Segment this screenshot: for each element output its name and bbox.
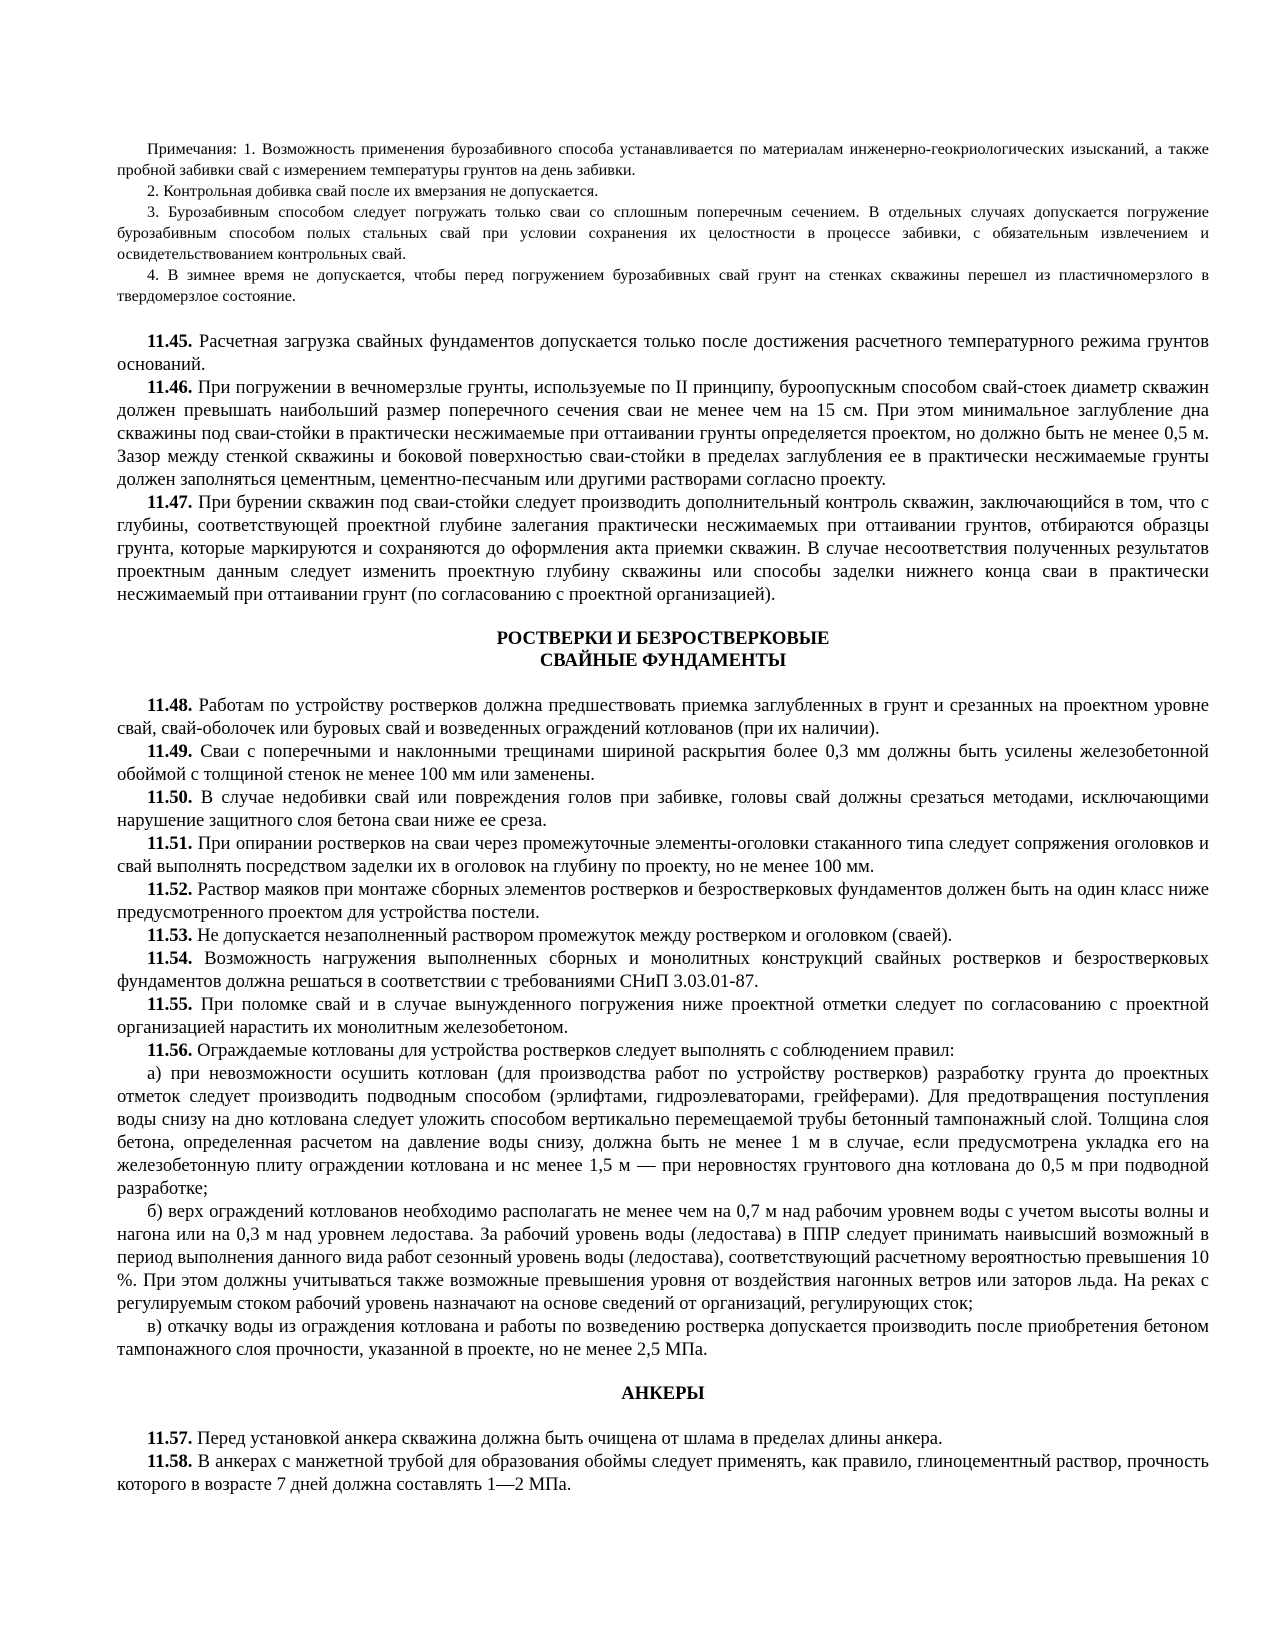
- clause-number: 11.48.: [147, 695, 193, 716]
- clause-number: 11.56.: [147, 1040, 193, 1061]
- clause-text: Сваи с поперечными и наклонными трещинами шириной раскрытия более 0,3 мм должны быть усилены железобетонной обоймой с толщиной стенок не менее 100 мм или заменены.: [117, 741, 1209, 785]
- clause-text: Перед установкой анкера скважина должна быть очищена от шлама в пределах длины анкера.: [192, 1428, 943, 1449]
- clause-text: Расчетная загрузка свайных фундаментов допускается только после достижения расчетного температурного режима грунтов оснований.: [117, 331, 1209, 375]
- clause-number: 11.46.: [147, 377, 193, 398]
- note-3: 3. Бурозабивным способом следует погружать только сваи со сплошным поперечным сечением. В отдельных случаях допускается погружение бурозабивным способом полых стальных свай при условии сохранения их целостности в процессе забивки, с обязательным извлечением и освидетельствованием контрольных свай.: [117, 203, 1209, 263]
- section-permafrost: [117, 330, 1209, 606]
- section-grillages: [117, 694, 1209, 1361]
- clause-11-47: [117, 491, 1209, 606]
- clause-number: 11.53.: [147, 925, 193, 946]
- clause-text: При бурении скважин под сваи-стойки следует производить дополнительный контроль скважин, заключающийся в том, что с глубины, соответствующей проектной глубине залегания практически несжимаемых при оттаивании грунтов, отбираются образцы грунта, которые маркируются и сохраняются до оформления акта приемки скважин. В случае несоответствия полученных результатов проектным данным следует изменить проектную глубину скважины или способы заделки нижнего конца сваи в практически несжимаемый при оттаивании грунт (по согласованию с проектной организацией).: [117, 492, 1209, 605]
- sub-item-a: а) при невозможности осушить котлован (для производства работ по устройству ростверков) разработку грунта до проектных отметок следует производить подводным способом (эрлифтами, гидроэлеваторами, грейферами). Для предотвращения поступления воды снизу на дно котлована следует уложить способом вертикально перемещаемой трубы бетонный тампонажный слой. Толщина слоя бетона, определенная расчетом на давление воды снизу, должна быть не менее 1 м в случае, если предусмотрена укладка его на железобетонную плиту ограждении котлована и нс менее 1,5 м — при неровностях грунтового дна котлована до 0,5 м при подводной разработке;: [117, 1063, 1209, 1199]
- clause-text: Работам по устройству ростверков должна предшествовать приемка заглубленных в грунт и срезанных на проектном уровне свай, свай-оболочек или буровых свай и возведенных ограждений котлованов (при их наличии).: [117, 695, 1209, 739]
- clause-text: Не допускается незаполненный раствором промежуток между ростверком и оголовком (сваей).: [192, 925, 953, 946]
- document-page: [117, 139, 1209, 1496]
- clause-11-55: [117, 993, 1209, 1039]
- clause-number: 11.58.: [147, 1451, 193, 1472]
- note-1: Примечания: 1. Возможность применения бурозабивного способа устанавливается по материалам инженерно-геокриологических изысканий, а также пробной забивки свай с измерением температуры грунтов на день забивки.: [117, 140, 1209, 179]
- clause-number: 11.50.: [147, 787, 193, 808]
- clause-number: 11.49.: [147, 741, 193, 762]
- notes-block: [117, 139, 1209, 307]
- clause-text: В анкерах с манжетной трубой для образования обоймы следует применять, как правило, глиноцементный раствор, прочность которого в возрасте 7 дней должна составлять 1—2 МПа.: [117, 1451, 1209, 1495]
- note-2: 2. Контрольная добивка свай после их вмерзания не допускается.: [147, 182, 599, 200]
- clause-text: При поломке свай и в случае вынужденного погружения ниже проектной отметки следует по согласованию с проектной организацией нарастить их монолитным железобетоном.: [117, 994, 1209, 1038]
- clause-text: Ограждаемые котлованы для устройства ростверков следует выполнять с соблюдением правил:: [192, 1040, 955, 1061]
- section-anchors: [117, 1427, 1209, 1496]
- heading-line-2: СВАЙНЫЕ ФУНДАМЕНТЫ: [539, 650, 787, 671]
- note-4: 4. В зимнее время не допускается, чтобы перед погружением бурозабивных свай грунт на стенках скважины перешел из пластичномерзлого в твердомерзлое состояние.: [117, 266, 1209, 305]
- clause-number: 11.54.: [147, 948, 193, 969]
- sub-item-v: в) откачку воды из ограждения котлована и работы по возведению ростверка допускается производить после приобретения бетоном тампонажного слоя прочности, указанной в проекте, но не менее 2,5 МПа.: [117, 1316, 1209, 1360]
- section-heading-anchors: АНКЕРЫ: [621, 1383, 705, 1404]
- clause-11-48: [117, 694, 1209, 740]
- clause-11-57: [117, 1427, 1209, 1450]
- sub-item-b: б) верх ограждений котлованов необходимо располагать не менее чем на 0,7 м над рабочим уровнем воды с учетом высоты волны и нагона или на 0,3 м над уровнем ледостава. За рабочий уровень воды (ледостава) в ППР следует принимать наивысший возможный в период выполнения данного вида работ сезонный уровень воды (ледостава), соответствующий расчетному вероятностью превышения 10 %. При этом должны учитываться также возможные превышения уровня от воздействия нагонных ветров или заторов льда. На реках с регулируемым стоком рабочий уровень назначают на основе сведений от организаций, регулирующих сток;: [117, 1201, 1209, 1314]
- clause-number: 11.47.: [147, 492, 193, 513]
- clause-11-50: [117, 786, 1209, 832]
- clause-text: При погружении в вечномерзлые грунты, используемые по II принципу, бурoопускным способом свай-стоек диаметр скважин должен превышать наибольший размер поперечного сечения сваи не менее чем на 15 см. При этом минимальное заглубление дна скважины под сваи-стойки в практически несжимаемые при оттаивании грунты определяется проектом, но должно быть не менее 0,5 м. Зазор между стенкой скважины и боковой поверхностью сваи-стойки в пределах заглубления ее в практически несжимаемые грунты должен заполняться цементным, цементно-песчаным или другими растворами согласно проекту.: [117, 377, 1209, 490]
- clause-11-51: [117, 832, 1209, 878]
- clause-11-53: [117, 924, 1209, 947]
- heading-line-1: РОСТВЕРКИ И БЕЗРОСТВЕРКОВЫЕ: [496, 628, 830, 649]
- clause-11-46: [117, 376, 1209, 491]
- clause-text: В случае недобивки свай или повреждения голов при забивке, головы свай должны срезаться методами, исключающими нарушение защитного слоя бетона сваи ниже ее среза.: [117, 787, 1209, 831]
- clause-number: 11.57.: [147, 1428, 193, 1449]
- clause-number: 11.52.: [147, 879, 193, 900]
- clause-text: Возможность нагружения выполненных сборных и монолитных конструкций свайных ростверков и безростверковых фундаментов должна решаться в соответствии с требованиями СНиП 3.03.01-87.: [117, 948, 1209, 992]
- clause-number: 11.55.: [147, 994, 193, 1015]
- clause-text: При опирании ростверков на сваи через промежуточные элементы-оголовки стаканного типа следует сопряжения оголовков и свай выполнять посредством заделки их в оголовок на глубину по проекту, но не менее 100 мм.: [117, 833, 1209, 877]
- clause-11-56: [117, 1039, 1209, 1062]
- clause-11-45: [117, 330, 1209, 376]
- clause-11-52: [117, 878, 1209, 924]
- clause-number: 11.51.: [147, 833, 193, 854]
- clause-number: 11.45.: [147, 331, 193, 352]
- section-heading-grillages: [117, 628, 1209, 672]
- clause-11-54: [117, 947, 1209, 993]
- clause-11-58: [117, 1450, 1209, 1496]
- clause-text: Раствор маяков при монтаже сборных элементов ростверков и безростверковых фундаментов должен быть на один класс ниже предусмотренного проектом для устройства постели.: [117, 879, 1209, 923]
- clause-11-49: [117, 740, 1209, 786]
